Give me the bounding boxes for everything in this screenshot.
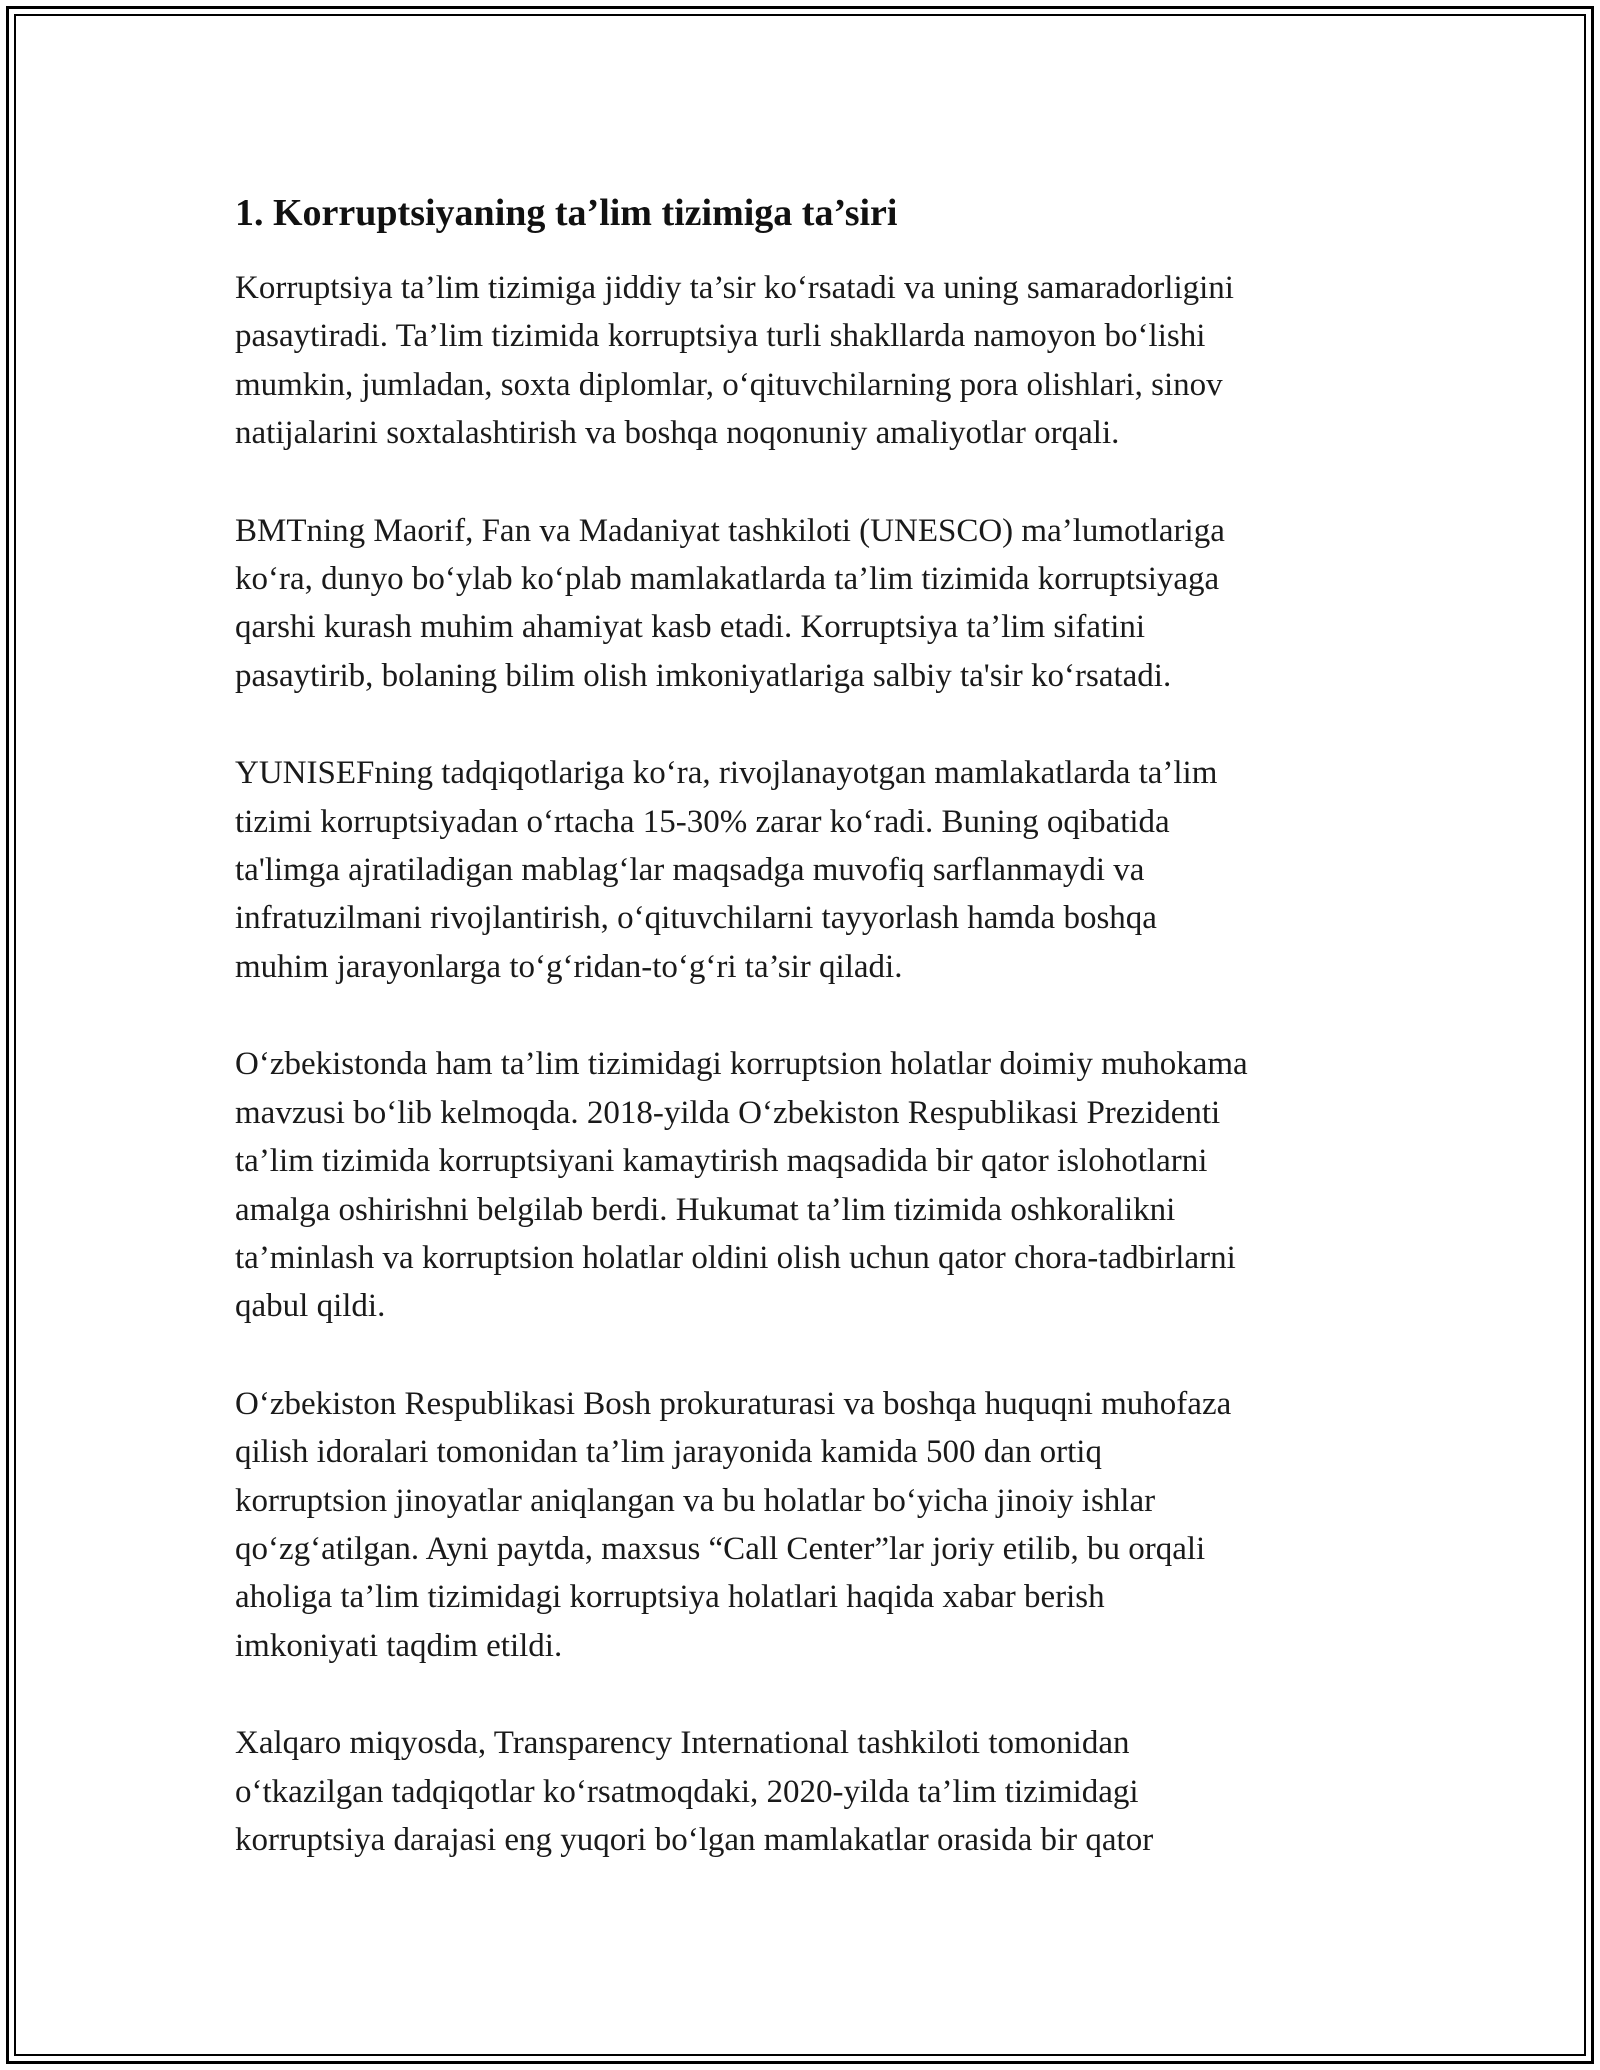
paragraph-transparency-international: Xalqaro miqyosda, Transparency International tashkiloti tomonidan o‘tkazilgan tadqiqotlar ko‘rsatmoqdaki, 2020-yilda ta’lim tizimidagi korruptsiya darajasi eng yuqori bo‘lgan mamlakatlar orasida bir qator	[235, 1725, 1154, 1858]
paragraph-unesco: BMTning Maorif, Fan va Madaniyat tashkiloti (UNESCO) ma’lumotlariga ko‘ra, dunyo bo‘ylab ko‘plab mamlakatlarda ta’lim tizimida korruptsiyaga qarshi kurash muhim ahamiyat kasb etadi. Korruptsiya ta’lim sifatini pasaytirib, bolaning bilim olish imkoniyatlariga salbiy ta'sir ko‘rsatadi.	[235, 512, 1225, 694]
paragraph-corruption-impact: Korruptsiya ta’lim tizimiga jiddiy ta’sir ko‘rsatadi va uning samaradorligini pasaytiradi. Ta’lim tizimida korruptsiya turli shakllarda namoyon bo‘lishi mumkin, jumladan, soxta diplomlar, o‘qituvchilarning pora olishlari, sinov natijalarini soxtalashtirish va boshqa noqonuniy amaliyotlar orqali.	[235, 270, 1234, 452]
document-body	[235, 188, 1385, 1913]
section-heading: 1. Korruptsiyaning ta’lim tizimiga ta’siri	[235, 192, 898, 234]
paragraph-prosecutor-office: O‘zbekiston Respublikasi Bosh prokuraturasi va boshqa huquqni muhofaza qilish idoralari tomonidan ta’lim jarayonida kamida 500 dan ortiq korruptsion jinoyatlar aniqlangan va bu holatlar bo‘yicha jinoiy ishlar qo‘zg‘atilgan. Ayni paytda, maxsus “Call Center”lar joriy etilib, bu orqali aholiga ta’lim tizimidagi korruptsiya holatlari haqida xabar berish imkoniyati taqdim etildi.	[235, 1385, 1232, 1664]
paragraph-unicef: YUNISEFning tadqiqotlariga ko‘ra, rivojlanayotgan mamlakatlarda ta’lim tizimi korruptsiyadan o‘rtacha 15-30% zarar ko‘radi. Buning oqibatida ta'limga ajratiladigan mablag‘lar maqsadga muvofiq sarflanmaydi va infratuzilmani rivojlantirish, o‘qituvchilarni tayyorlash hamda boshqa muhim jarayonlarga to‘g‘ridan-to‘g‘ri ta’sir qiladi.	[235, 755, 1218, 985]
paragraph-uzbekistan-reforms: O‘zbekistonda ham ta’lim tizimidagi korruptsion holatlar doimiy muhokama mavzusi bo‘lib kelmoqda. 2018-yilda O‘zbekiston Respublikasi Prezidenti ta’lim tizimida korruptsiyani kamaytirish maqsadida bir qator islohotlarni amalga oshirishni belgilab berdi. Hukumat ta’lim tizimida oshkoralikni ta’minlash va korruptsion holatlar oldini olish uchun qator chora-tadbirlarni qabul qildi.	[235, 1046, 1248, 1325]
